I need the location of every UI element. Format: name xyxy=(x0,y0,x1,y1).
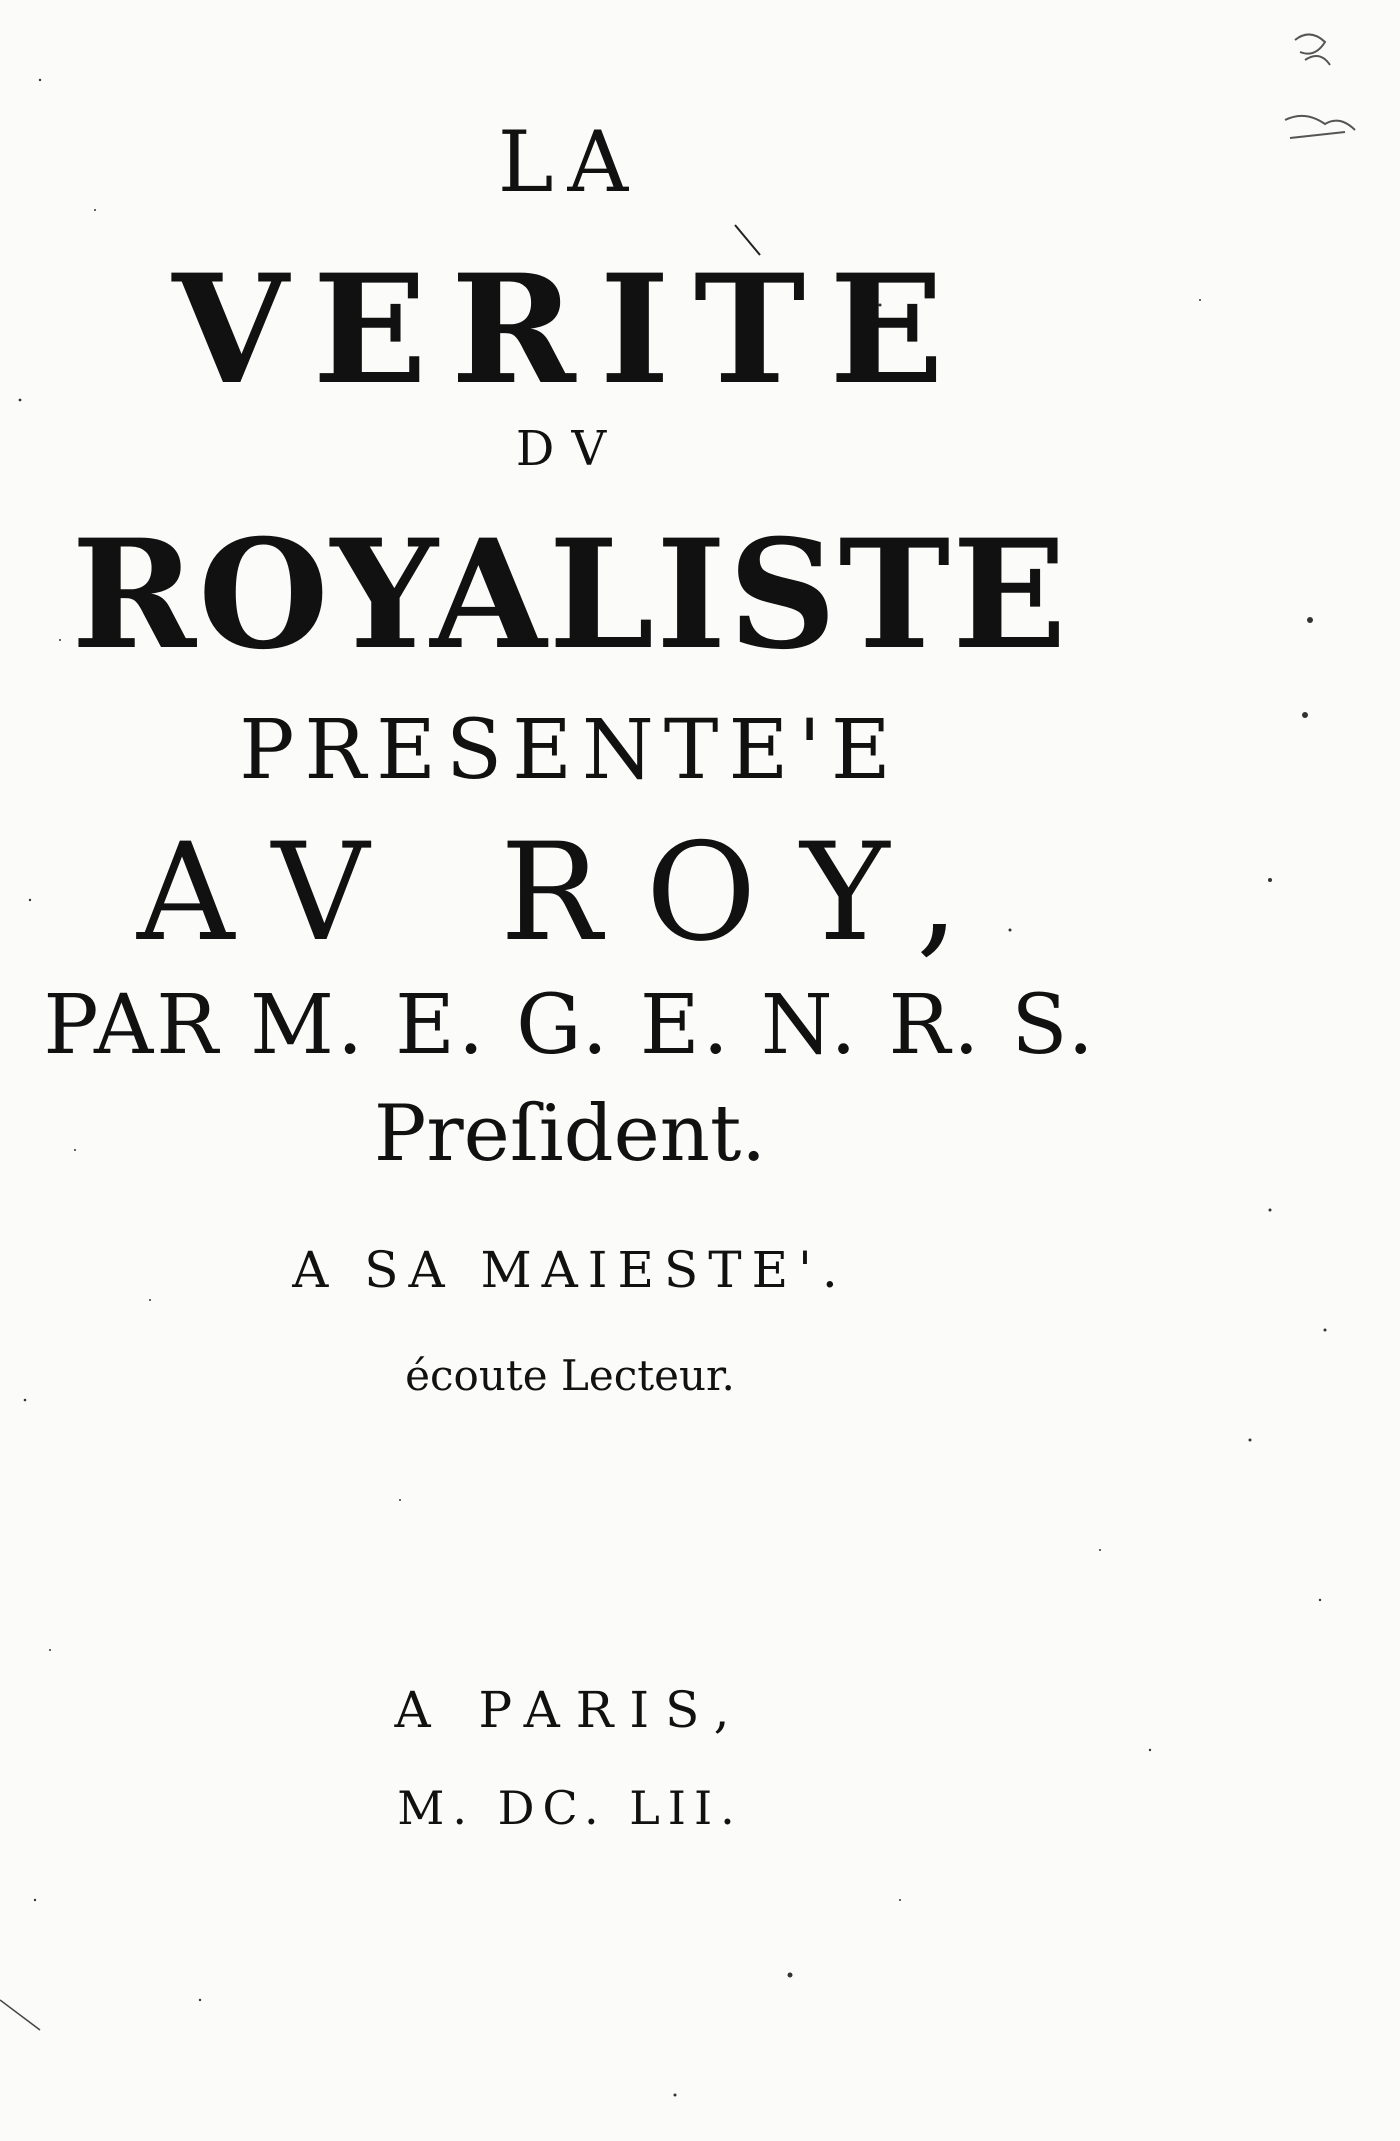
imprint-year: M. DC. LII. xyxy=(397,1781,743,1835)
imprint-place: A PARIS, xyxy=(394,1681,746,1739)
title-line-la: LA xyxy=(497,113,643,211)
author-title-line: Preſident. xyxy=(373,1089,767,1179)
author-line: PAR M. E. G. E. N. R. S. xyxy=(43,978,1097,1073)
title-line-presentee: PRESENTE'E xyxy=(239,703,901,798)
title-line-royaliste: ROYALISTE xyxy=(71,507,1069,683)
reader-address-line: écoute Lecteur. xyxy=(405,1351,735,1400)
title-line-du: DV xyxy=(515,421,625,477)
dedication-line: A SA MAIESTE'. xyxy=(292,1241,848,1299)
title-line-au-roy: AV ROY, xyxy=(136,814,1004,971)
library-stamp xyxy=(1275,20,1365,140)
title-line-verite: VERITE xyxy=(172,242,968,418)
